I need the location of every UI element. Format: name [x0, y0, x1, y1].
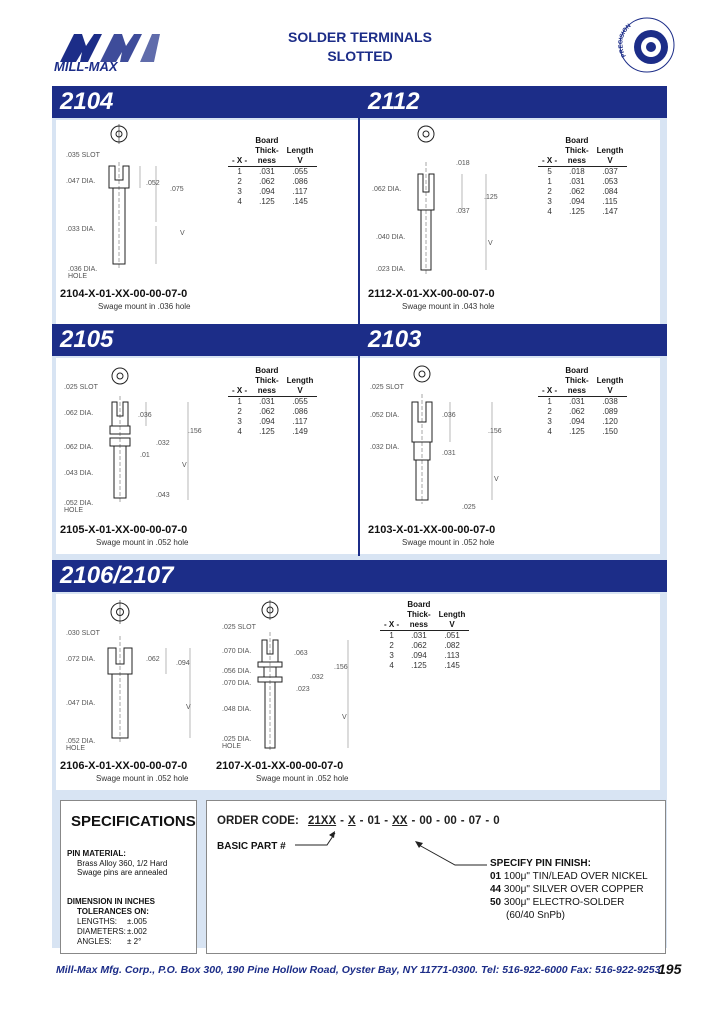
- dim-label: .032 DIA.: [370, 444, 400, 451]
- dim-label: .036: [138, 412, 152, 419]
- dim-label: .036 DIA. HOLE: [68, 266, 98, 280]
- divider: [358, 118, 360, 328]
- order-code: ORDER CODE: 21XX - X - 01 - XX - 00 - 00 - 07 - 0: [217, 815, 500, 827]
- dim-label: .035 SLOT: [66, 152, 100, 159]
- dim-label: .056 DIA.: [222, 668, 252, 675]
- pin-finish-list: SPECIFY PIN FINISH: 01 100μ" TIN/LEAD OVER NICKEL 44 300μ" SILVER OVER COPPER 50 300μ" ELECTRO-SOLDER (60/40 SnPb): [490, 858, 648, 921]
- part-code-2107: 2107-X-01-XX-00-00-07-0: [216, 760, 344, 772]
- part-code-2103: 2103-X-01-XX-00-00-07-0: [368, 524, 496, 536]
- dim-label: .156: [488, 428, 502, 435]
- dim-label: V: [182, 462, 187, 469]
- drawing-2103: [366, 360, 506, 510]
- page-title: SOLDER TERMINALS SLOTTED: [288, 29, 432, 64]
- dim-label: .030 SLOT: [66, 630, 100, 637]
- part-code-2112: 2112-X-01-XX-00-00-07-0: [368, 288, 495, 300]
- swage-note-2112: Swage mount in .043 hole: [402, 302, 495, 311]
- dim-label: .025 SLOT: [222, 624, 256, 631]
- part-code-2106: 2106-X-01-XX-00-00-07-0: [60, 760, 188, 772]
- part-number-2104: 2104: [60, 88, 114, 115]
- dim-label: .040 DIA.: [376, 234, 406, 241]
- swage-note-2105: Swage mount in .052 hole: [96, 538, 189, 547]
- dim-label: .018: [456, 160, 470, 167]
- part-number-2106-2107: 2106/2107: [60, 562, 174, 589]
- dim-label: .032: [156, 440, 170, 447]
- swage-note-2106: Swage mount in .052 hole: [96, 774, 189, 783]
- dim-label: V: [488, 240, 493, 247]
- basic-part-label: BASIC PART #: [217, 841, 286, 852]
- dim-label: .048 DIA.: [222, 706, 252, 713]
- dim-label: .063: [294, 650, 308, 657]
- dim-label: V: [342, 714, 347, 721]
- drawing-2104: [60, 122, 200, 272]
- specifications-box: [60, 800, 197, 954]
- footer-address: Mill-Max Mfg. Corp., P.O. Box 300, 190 Pine Hollow Road, Oyster Bay, NY 11771-0300. Tel: 516-922-6000 Fax: 516-922-9253: [56, 964, 661, 976]
- dim-label: .047 DIA.: [66, 178, 96, 185]
- spec-label: DIMENSION IN INCHES: [67, 897, 156, 906]
- spec-table-2104: - X - Board Thick- ness Length V 1 .031 .055 2 .062 .086 3 .094 .117 4 .125 .145: [228, 136, 317, 207]
- dim-label: .072 DIA.: [66, 656, 96, 663]
- dim-label: V: [186, 704, 191, 711]
- dim-label: .062 DIA.: [64, 444, 94, 451]
- dim-label: .033 DIA.: [66, 226, 96, 233]
- dim-label: .037: [456, 208, 470, 215]
- swage-note-2107: Swage mount in .052 hole: [256, 774, 349, 783]
- svg-text:MILL-MAX: MILL-MAX: [54, 59, 118, 72]
- dim-label: .025 SLOT: [64, 384, 98, 391]
- spec-value: Brass Alloy 360, 1/2 Hard: [77, 859, 168, 868]
- drawing-2105: [60, 360, 200, 510]
- mill-max-logo: [52, 28, 170, 72]
- section-header-2104-2112: [52, 86, 667, 118]
- dim-label: .052: [146, 180, 160, 187]
- spec-label: TOLERANCES ON:: [77, 907, 149, 916]
- dim-label: .062: [146, 656, 160, 663]
- dim-label: .062 DIA.: [64, 410, 94, 417]
- spec-label: PIN MATERIAL:: [67, 849, 126, 858]
- dim-label: .075: [170, 186, 184, 193]
- part-code-2104: 2104-X-01-XX-00-00-07-0: [60, 288, 188, 300]
- dim-label: .032: [310, 674, 324, 681]
- dim-label: .043: [156, 492, 170, 499]
- dim-label: .052 DIA.: [370, 412, 400, 419]
- spec-table-2105: - X - Board Thick- ness Length V 1 .031 .055 2 .062 .086 3 .094 .117 4 .125 .149: [228, 366, 317, 437]
- dim-label: .062 DIA.: [372, 186, 402, 193]
- dim-label: .156: [334, 664, 348, 671]
- dim-label: .047 DIA.: [66, 700, 96, 707]
- swage-note-2103: Swage mount in .052 hole: [402, 538, 495, 547]
- dim-label: .023: [296, 686, 310, 693]
- spec-label: LENGTHS:: [77, 917, 118, 926]
- drawing-2106: [60, 596, 210, 746]
- part-number-2105: 2105: [60, 326, 114, 353]
- spec-value: Swage pins are annealed: [77, 868, 168, 877]
- dim-label: .025 SLOT: [370, 384, 404, 391]
- dim-label: .156: [188, 428, 202, 435]
- spec-value: ±.005: [127, 917, 147, 926]
- dim-label: .125: [484, 194, 498, 201]
- spec-table-2103: - X - Board Thick- ness Length V 1 .031 .038 2 .062 .089 3 .094 .120 4 .125 .150: [538, 366, 627, 437]
- svg-text:PRECISION: PRECISION: [618, 23, 633, 59]
- spec-value: ±.002: [127, 927, 147, 936]
- dim-label: .036: [442, 412, 456, 419]
- divider: [358, 356, 360, 556]
- spec-table-2106-2107: - X - Board Thick- ness Length V 1 .031 .051 2 .062 .082 3 .094 .113 4 .125 .145: [380, 600, 469, 671]
- dim-label: .023 DIA.: [376, 266, 406, 273]
- dim-label: .070 DIA.: [222, 648, 252, 655]
- spec-table-2112: - X - Board Thick- ness Length V 5 .018 .037 1 .031 .053 2 .062 .084 3 .094 .115 4 .125 .147: [538, 136, 627, 217]
- dim-label: .031: [442, 450, 456, 457]
- section-header-2105-2103: [52, 324, 667, 356]
- dim-label: .025: [462, 504, 476, 511]
- swage-note-2104: Swage mount in .036 hole: [98, 302, 191, 311]
- part-code-2105: 2105-X-01-XX-00-00-07-0: [60, 524, 188, 536]
- dim-label: V: [180, 230, 185, 237]
- dim-label: .094: [176, 660, 190, 667]
- spec-label: DIAMETERS:: [77, 927, 126, 936]
- page-number: 195: [658, 961, 682, 977]
- part-number-2112: 2112: [368, 88, 420, 115]
- order-code-box: [206, 800, 666, 954]
- specifications-heading: SPECIFICATIONS: [71, 813, 196, 830]
- dim-label: .070 DIA.: [222, 680, 252, 687]
- dim-label: .025 DIA. HOLE: [222, 736, 252, 750]
- dim-label: V: [494, 476, 499, 483]
- drawing-2107: [218, 596, 368, 756]
- dim-label: .052 DIA. HOLE: [66, 738, 96, 752]
- spec-label: ANGLES:: [77, 937, 112, 946]
- section-header-2106-2107: [52, 560, 667, 592]
- dim-label: .01: [140, 452, 150, 459]
- drawing-2112: [366, 122, 506, 282]
- dim-label: .052 DIA. HOLE: [64, 500, 94, 514]
- dim-label: .043 DIA.: [64, 470, 94, 477]
- precision-seal-icon: [618, 16, 676, 74]
- part-number-2103: 2103: [368, 326, 422, 353]
- spec-value: ± 2°: [127, 937, 142, 946]
